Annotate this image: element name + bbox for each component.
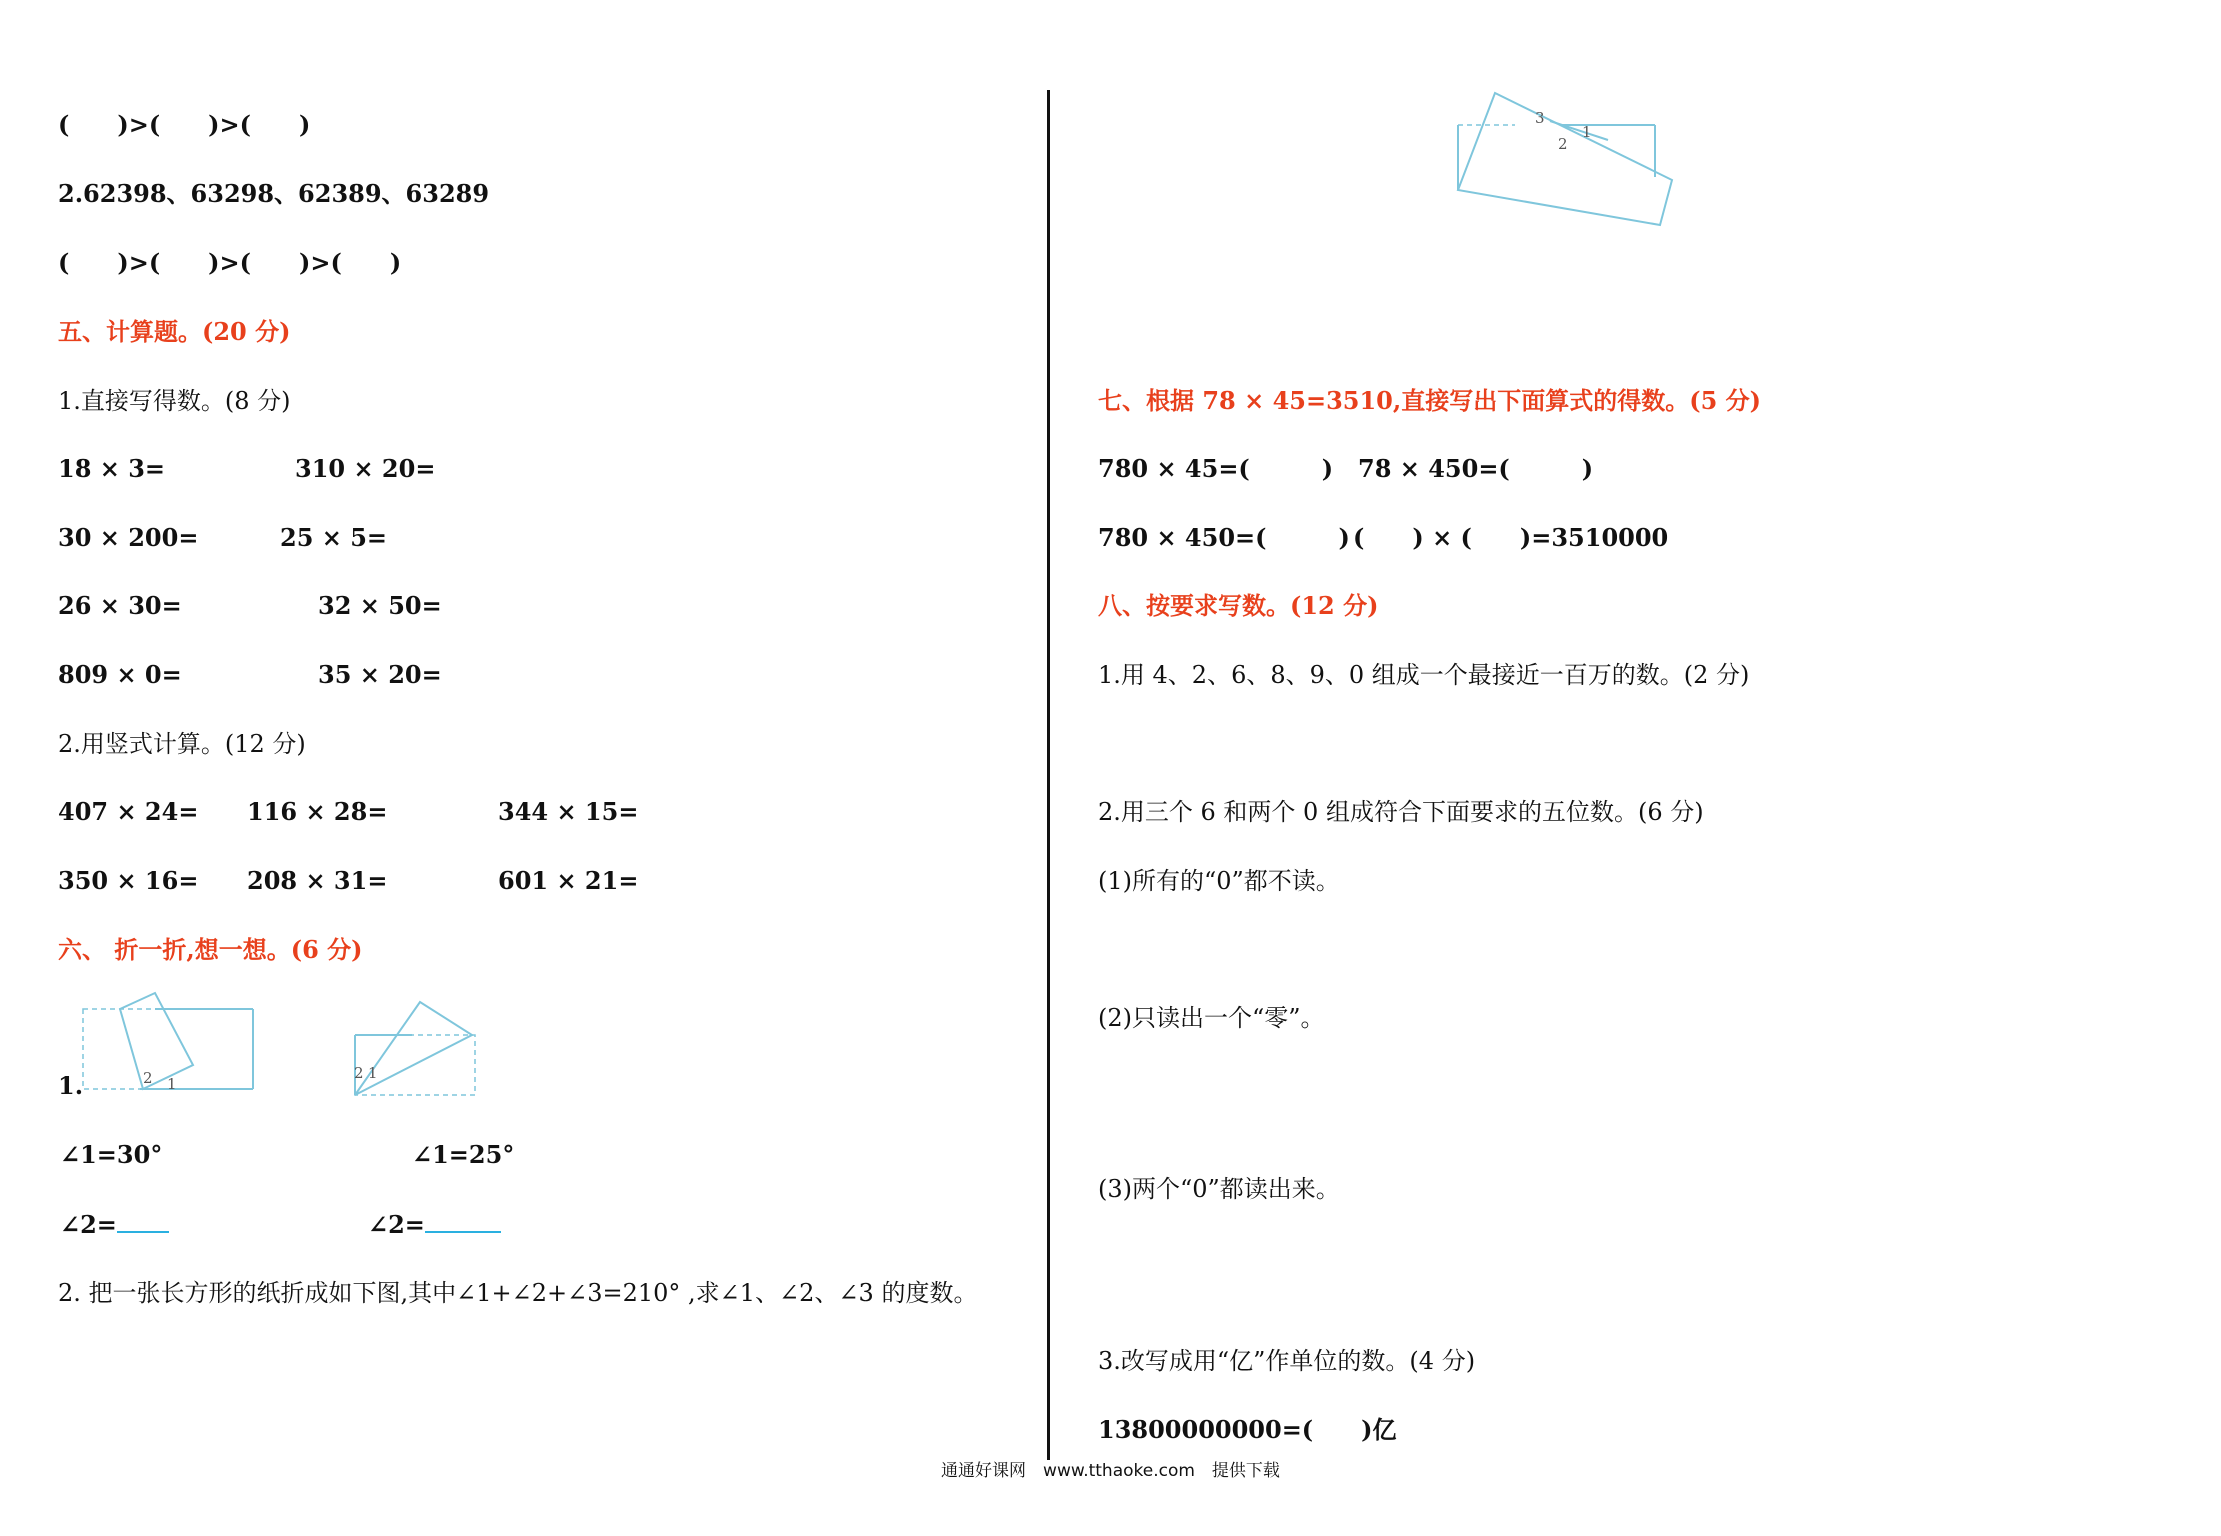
answer-blank[interactable] bbox=[117, 1209, 169, 1233]
calc-item: 116 × 28= bbox=[247, 797, 388, 826]
angle-label: 2 bbox=[143, 1069, 153, 1087]
fold-figure-c bbox=[1450, 85, 1735, 235]
calc-item: 26 × 30= bbox=[58, 591, 182, 620]
calc-item: 407 × 24= bbox=[58, 797, 199, 826]
calc-item: 208 × 31= bbox=[247, 866, 388, 895]
number-list: 2.62398、63298、62389、63289 bbox=[58, 179, 490, 208]
section-8-title: 八、按要求写数。(12 分) bbox=[1098, 591, 1379, 620]
section-5-q1: 1.直接写得数。(8 分) bbox=[58, 387, 291, 415]
calc-item: 35 × 20= bbox=[318, 660, 442, 689]
section-6-q1: 1. bbox=[58, 1071, 84, 1100]
calc-item: 350 × 16= bbox=[58, 866, 199, 895]
calc-item: 30 × 200= bbox=[58, 523, 199, 552]
calc-item: 344 × 15= bbox=[498, 797, 639, 826]
compare-blanks-2: ( )>( )>( )>( ) bbox=[58, 248, 402, 277]
angle-label: 3 bbox=[1535, 109, 1545, 127]
section-6-title: 六、 折一折,想一想。(6 分) bbox=[58, 935, 363, 964]
section-8-q2a: (1)所有的“0”都不读。 bbox=[1098, 867, 1340, 895]
angle-given-b: ∠1=25° bbox=[412, 1140, 515, 1169]
section-8-q2c: (3)两个“0”都读出来。 bbox=[1098, 1175, 1340, 1203]
section-8-q1: 1.用 4、2、6、8、9、0 组成一个最接近一百万的数。(2 分) bbox=[1098, 661, 1750, 689]
section-7-item: 78 × 450=( ) bbox=[1358, 454, 1594, 483]
section-7-item: 780 × 45=( ) bbox=[1098, 454, 1334, 483]
angle-answer-a: ∠2= bbox=[60, 1209, 169, 1240]
angle-given-a: ∠1=30° bbox=[60, 1140, 163, 1169]
page-footer: 通通好课网 www.tthaoke.com 提供下载 bbox=[941, 1461, 1280, 1481]
section-6-q2: 2. 把一张长方形的纸折成如下图,其中∠1+∠2+∠3=210° ,求∠1、∠2、∠3 的度数。 bbox=[58, 1279, 978, 1307]
angle-label: 2 bbox=[354, 1064, 364, 1082]
section-7-title: 七、根据 78 × 45=3510,直接写出下面算式的得数。(5 分) bbox=[1098, 386, 1761, 415]
angle-label: 1 bbox=[1582, 123, 1592, 141]
section-8-q2b: (2)只读出一个“零”。 bbox=[1098, 1004, 1325, 1032]
section-8-q3: 3.改写成用“亿”作单位的数。(4 分) bbox=[1098, 1347, 1476, 1375]
section-5-title: 五、计算题。(20 分) bbox=[58, 317, 291, 346]
fold-figure-b bbox=[350, 990, 485, 1100]
section-8-q2: 2.用三个 6 和两个 0 组成符合下面要求的五位数。(6 分) bbox=[1098, 798, 1704, 826]
calc-item: 809 × 0= bbox=[58, 660, 182, 689]
answer-blank[interactable] bbox=[425, 1209, 501, 1233]
column-divider bbox=[1047, 90, 1050, 1460]
calc-item: 310 × 20= bbox=[295, 454, 436, 483]
fold-figure-a bbox=[75, 985, 265, 1100]
angle-answer-b: ∠2= bbox=[368, 1209, 501, 1240]
angle-label: 1 bbox=[167, 1075, 177, 1093]
section-8-q3a: 13800000000=( )亿 bbox=[1098, 1415, 1397, 1444]
angle-label: 2 bbox=[1558, 135, 1568, 153]
calc-item: 18 × 3= bbox=[58, 454, 166, 483]
compare-blanks-1: ( )>( )>( ) bbox=[58, 110, 311, 139]
section-7-item: ( ) × ( )=3510000 bbox=[1353, 523, 1669, 552]
angle-label: 1 bbox=[368, 1064, 378, 1082]
calc-item: 32 × 50= bbox=[318, 591, 442, 620]
calc-item: 25 × 5= bbox=[280, 523, 388, 552]
section-5-q2: 2.用竖式计算。(12 分) bbox=[58, 730, 306, 758]
section-7-item: 780 × 450=( ) bbox=[1098, 523, 1350, 552]
calc-item: 601 × 21= bbox=[498, 866, 639, 895]
